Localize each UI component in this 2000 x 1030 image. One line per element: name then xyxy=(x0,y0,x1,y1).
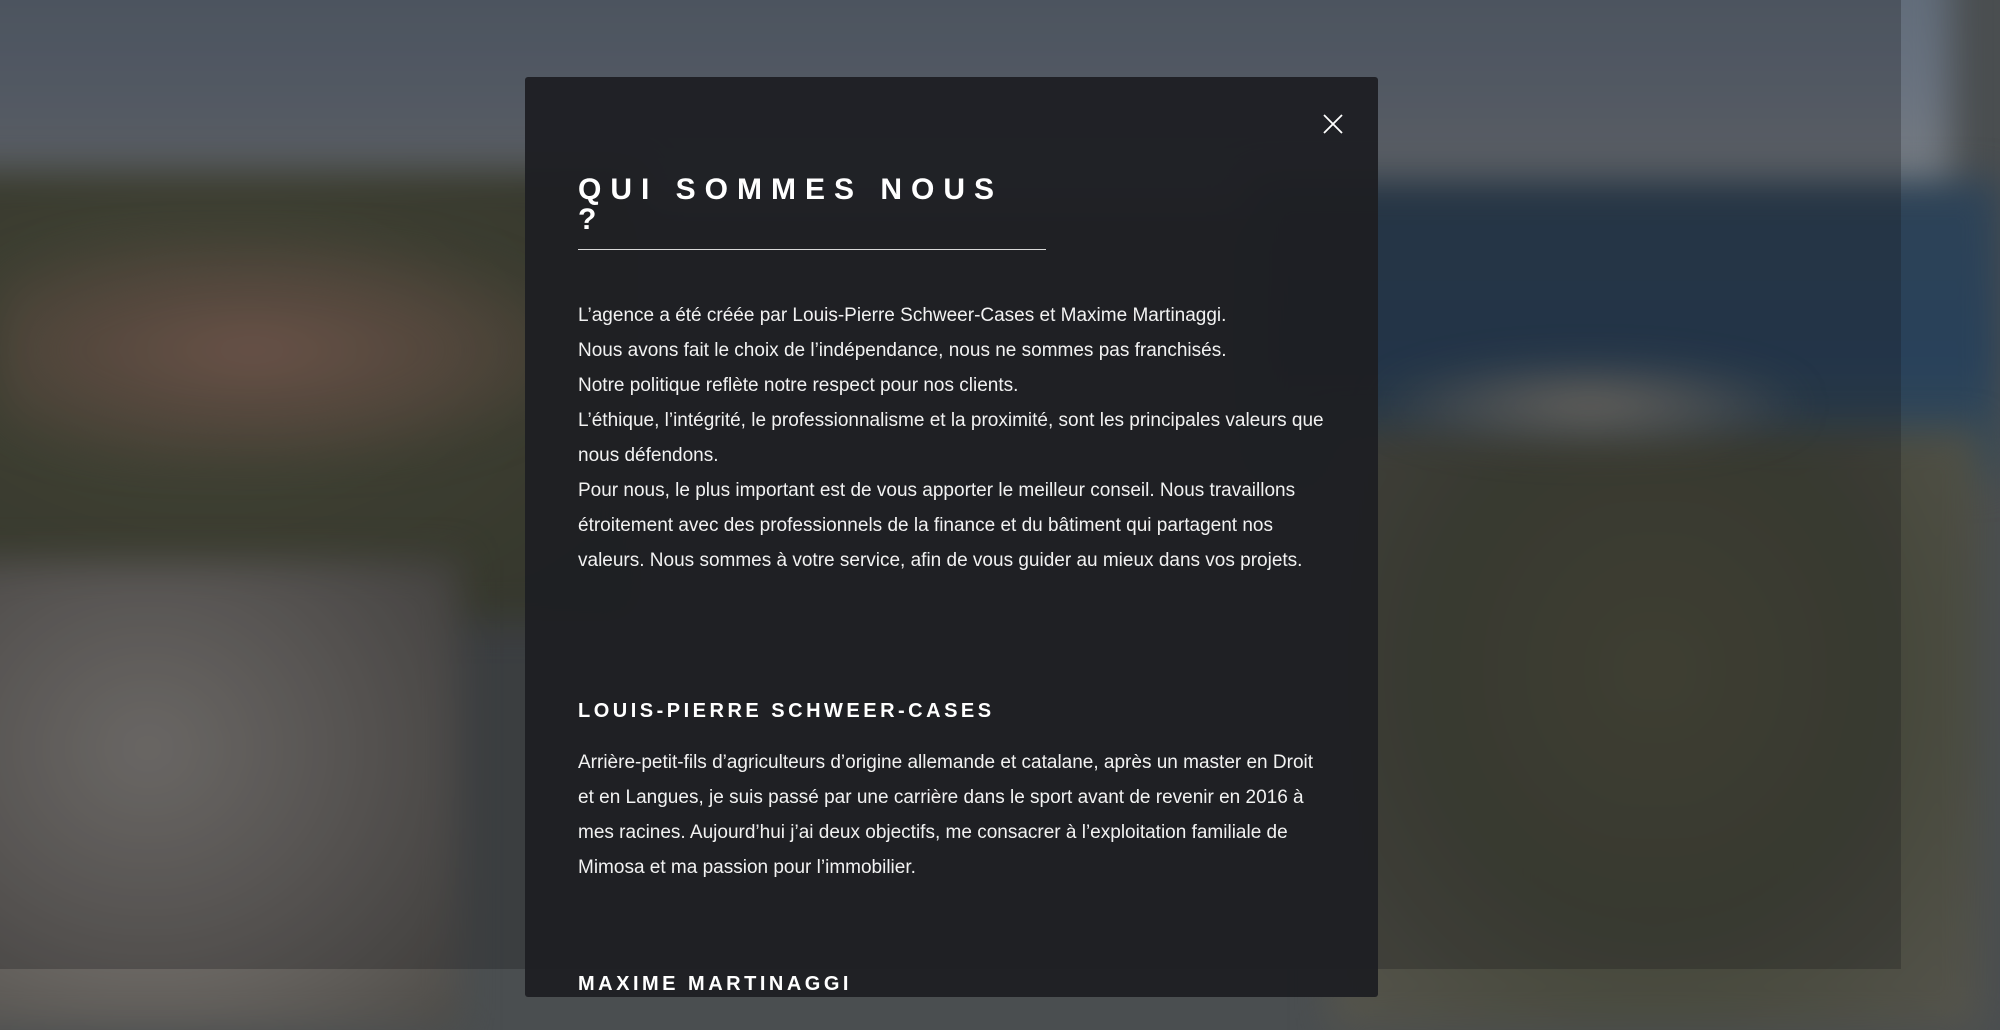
intro-text xyxy=(578,298,1326,578)
modal-content xyxy=(578,175,1326,996)
person-name-louis-pierre: LOUIS-PIERRE SCHWEER-CASES xyxy=(578,700,995,722)
person-bio-louis-pierre: Arrière-petit-fils d’agriculteurs d’origine allemande et catalane, après un master en Droit et en Langues, je suis passé par une carrière dans le sport avant de revenir en 2016 à mes racines. Aujourd’hui j’ai deux objectifs, me consacrer à l’exploitation familiale de Mimosa et ma passion pour l’immobilier. xyxy=(578,752,1314,878)
intro-line: Notre politique reflète notre respect pour nos clients. xyxy=(578,375,1019,396)
about-modal xyxy=(525,77,1378,997)
intro-line: L’éthique, l’intégrité, le professionnalisme et la proximité, sont les principales valeurs que nous défendons. xyxy=(578,410,1324,466)
intro-line: Pour nous, le plus important est de vous apporter le meilleur conseil. Nous travaillons étroitement avec des professionnels de la finance et du bâtiment qui partagent nos valeurs. Nous sommes à votre service, afin de vous guider au mieux dans vos projets. xyxy=(578,480,1303,571)
intro-line: Nous avons fait le choix de l’indépendance, nous ne sommes pas franchisés. xyxy=(578,340,1227,361)
intro-line: L’agence a été créée par Louis-Pierre Schweer-Cases et Maxime Martinaggi. xyxy=(578,305,1227,326)
modal-title: QUI SOMMES NOUS ? xyxy=(578,175,1046,250)
close-icon xyxy=(1320,111,1346,137)
person-name-maxime: MAXIME MARTINAGGI xyxy=(578,973,852,995)
close-button[interactable] xyxy=(1320,111,1346,137)
